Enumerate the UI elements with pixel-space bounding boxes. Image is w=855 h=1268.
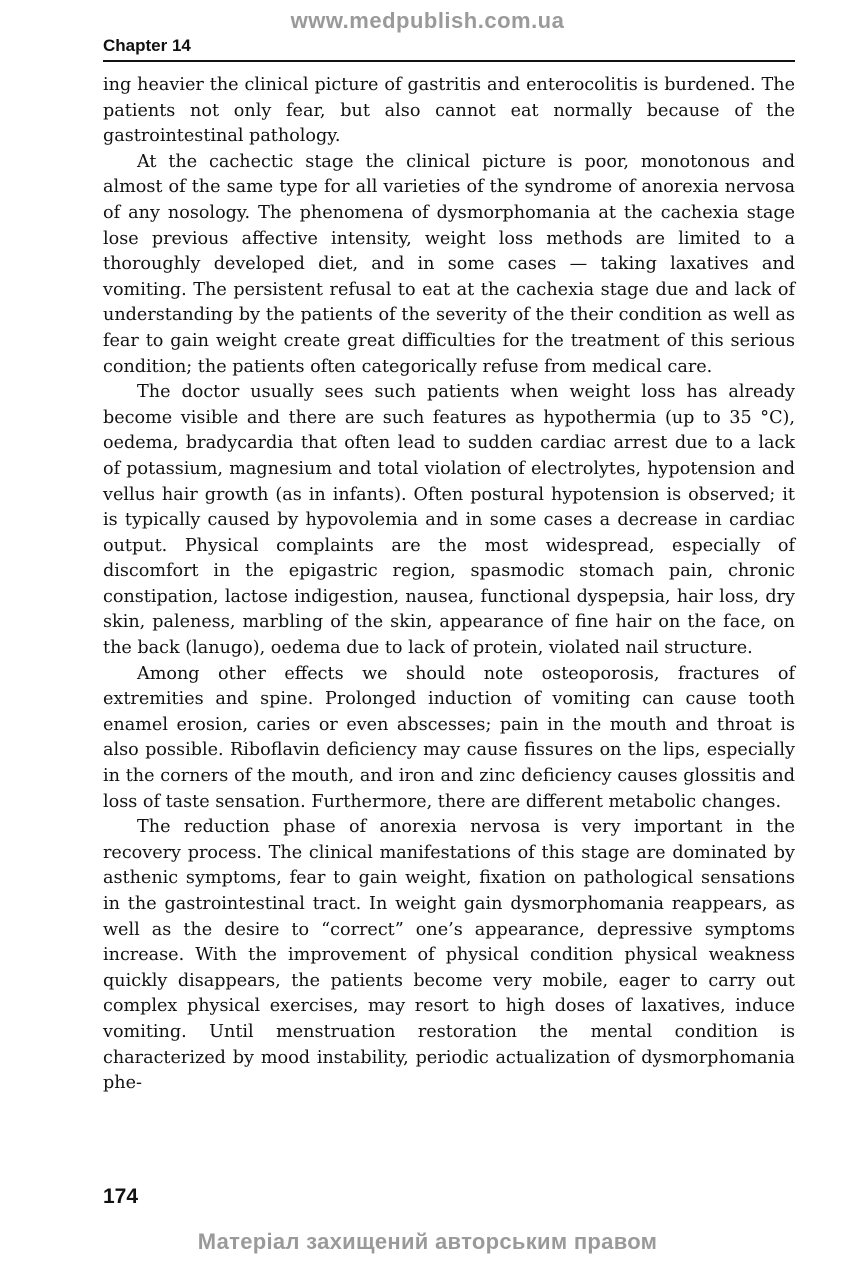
paragraph: At the cachectic stage the clinical picture is poor, monotonous and almost of the same type for all varieties of the syndrome of anorexia nervosa of any nosology. The phenomena of dysmorphomania at the cachexia stage lose previous affective intensity, weight loss methods are limited to a thoroughly developed diet, and in some cases — taking laxatives and vomiting. The persistent refusal to eat at the cachexia stage due and lack of understanding by the patients of the severity of the their condition as well as fear to gain weight create great difficulties for the treatment of this serious condition; the patients often categorically refuse from medical care.: [103, 151, 795, 377]
header-rule: [103, 60, 795, 62]
paragraph: Among other effects we should note osteoporosis, fractures of extremities and spine. Prolonged induction of vomiting can cause tooth enamel erosion, caries or even abscesses; pain in the mouth and throat is also possible. Riboflavin deficiency may cause fissures on the lips, especially in the corners of the mouth, and iron and zinc deficiency causes glossitis and loss of taste sensation. Furthermore, there are different metabolic changes.: [103, 663, 795, 812]
copyright-watermark: Матеріал захищений авторським правом: [197, 1229, 658, 1254]
paragraph: The reduction phase of anorexia nervosa is very important in the recovery process. The clinical manifestations of this stage are dominated by asthenic symptoms, fear to gain weight, fixation on pathological sensations in the gastrointestinal tract. In weight gain dysmorphomania reappears, as well as the desire to “correct” one’s appearance, depressive symptoms increase. With the improvement of physical condition physical weakness quickly disappears, the patients become very mobile, eager to carry out complex physical exercises, may resort to high doses of laxatives, induce vomiting. Until menstruation restoration the mental condition is characterized by mood instability, periodic actualization of dysmorphomania phe-: [103, 817, 795, 1094]
chapter-heading: Chapter 14: [103, 36, 191, 55]
page-number: 174: [103, 1185, 139, 1208]
paragraph: ing heavier the clinical picture of gastritis and enterocolitis is burdened. The patients not only fear, but also cannot eat normally because of the gastrointestinal pathology.: [103, 75, 795, 147]
watermark-url: www.medpublish.com.ua: [290, 8, 565, 33]
paragraph: The doctor usually sees such patients when weight loss has already become visible and there are such features as hypothermia (up to 35 °C), oedema, bradycardia that often lead to sudden cardiac arrest due to a lack of potassium, magnesium and total violation of electrolytes, hypotension and vellus hair growth (as in infants). Often postural hypotension is observed; it is typically caused by hypovolemia and in some cases a decrease in cardiac output. Physical complaints are the most widespread, especially of discomfort in the epigastric region, spasmodic stomach pain, chronic constipation, lactose indigestion, nausea, functional dyspepsia, hair loss, dry skin, paleness, marbling of the skin, appearance of fine hair on the face, on the back (lanugo), oedema due to lack of protein, violated nail structure.: [103, 382, 795, 659]
body-text: [103, 73, 795, 1097]
